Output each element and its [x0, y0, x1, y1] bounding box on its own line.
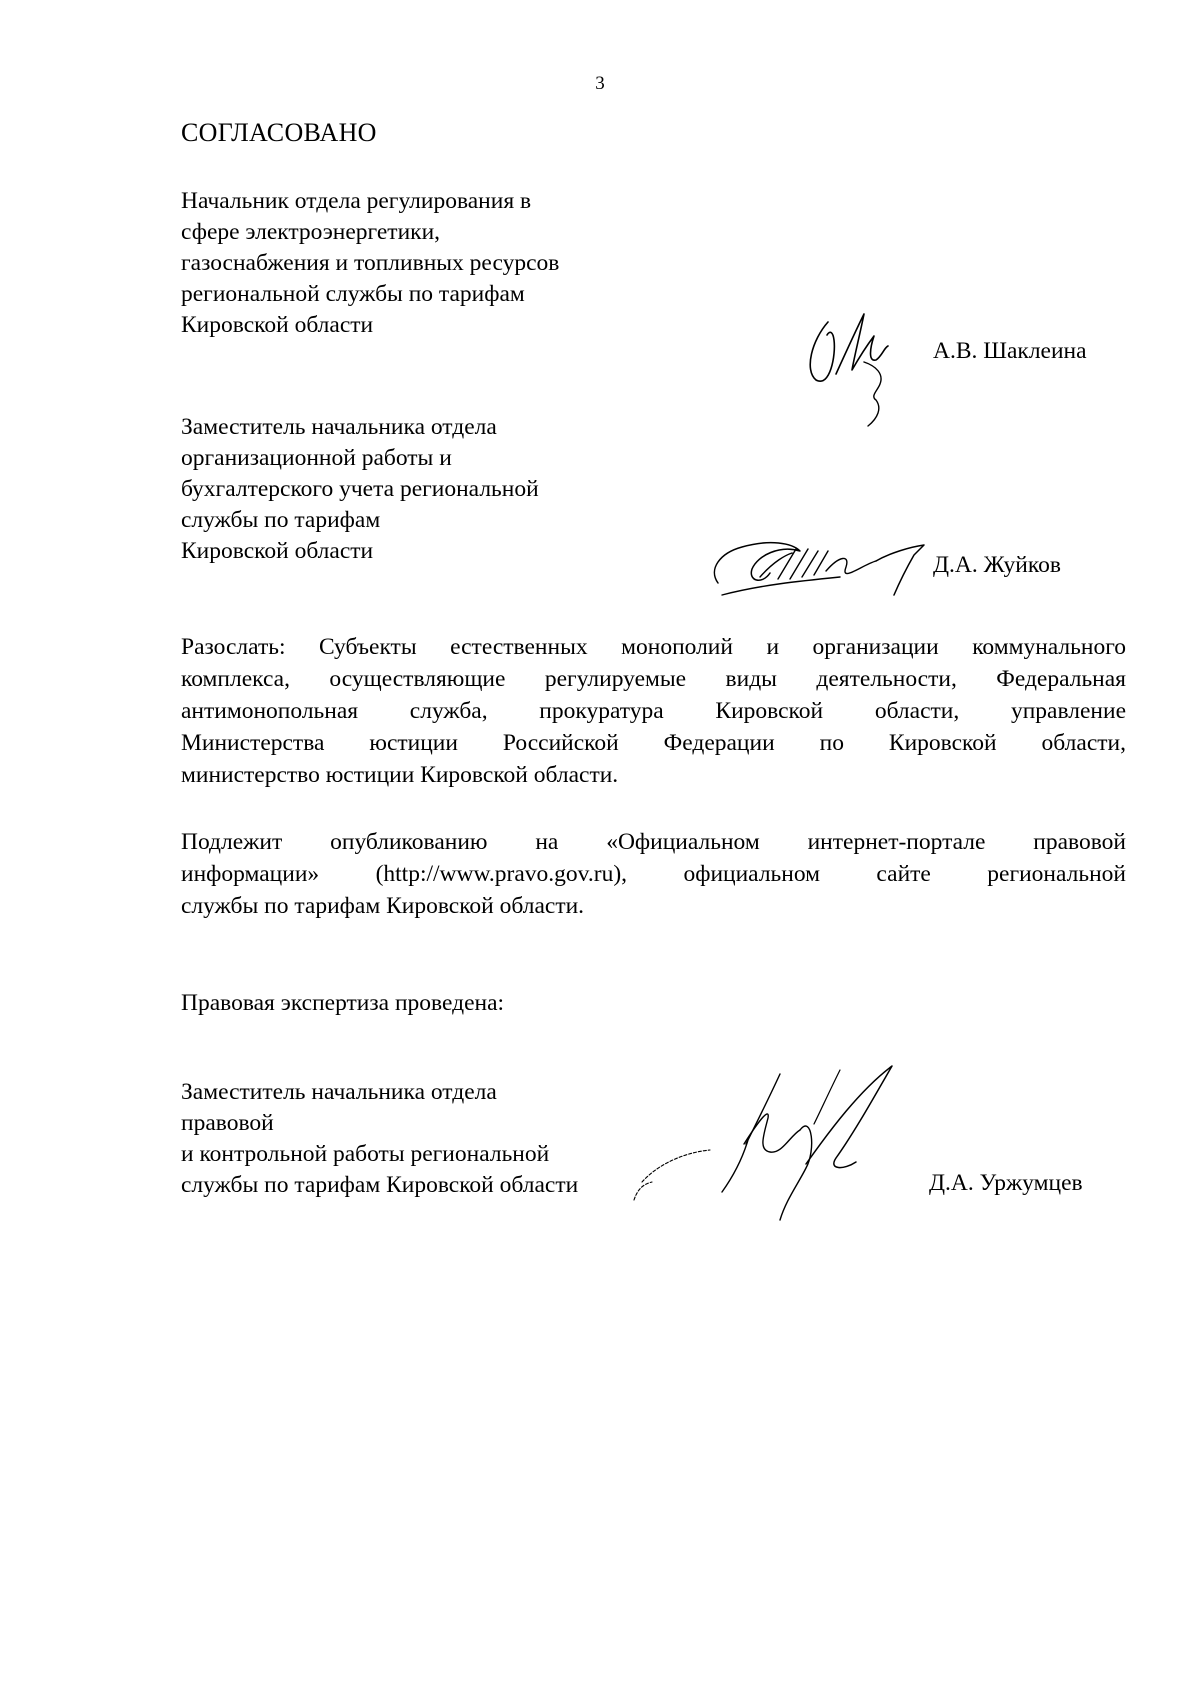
- legal-reviewer-position-line: Заместитель начальника отдела: [181, 1079, 497, 1105]
- approver-1-position-line: Начальник отдела регулирования в: [181, 188, 532, 214]
- legal-reviewer-position-line: и контрольной работы региональной: [181, 1141, 550, 1167]
- legal-reviewer-position-line: правовой: [181, 1110, 274, 1136]
- distribution-line: антимонопольная служба, прокуратура Кировской области, управление: [181, 698, 1126, 724]
- approver-1-position-line: газоснабжения и топливных ресурсов: [181, 250, 560, 276]
- distribution-line: Министерства юстиции Российской Федерации по Кировской области,: [181, 730, 1126, 756]
- distribution-list: [181, 631, 1126, 791]
- distribution-line: Разослать: Субъекты естественных монополий и организации коммунального: [181, 634, 1126, 660]
- approver-2-position: [181, 412, 539, 567]
- signature-shakleina: [800, 300, 910, 440]
- signature-zhuykov: [700, 525, 940, 605]
- legal-reviewer-position-line: службы по тарифам Кировской области: [181, 1172, 579, 1198]
- legal-review-note: Правовая экспертиза проведена:: [181, 990, 505, 1016]
- approver-1-signer: А.В. Шаклеина: [933, 338, 1087, 364]
- approver-1-position: [181, 186, 559, 341]
- page-number: 3: [595, 73, 605, 94]
- distribution-line: министерство юстиции Кировской области.: [181, 762, 619, 788]
- approver-2-position-line: организационной работы и: [181, 445, 452, 471]
- approval-heading: СОГЛАСОВАНО: [181, 118, 377, 147]
- approver-1-position-line: региональной службы по тарифам: [181, 281, 525, 307]
- publication-line: информации» (http://www.pravo.gov.ru), официальном сайте региональной: [181, 861, 1126, 887]
- signature-urzhumtsev: [630, 1060, 920, 1230]
- distribution-line: комплекса, осуществляющие регулируемые виды деятельности, Федеральная: [181, 666, 1126, 692]
- approver-2-position-line: Кировской области: [181, 538, 374, 564]
- legal-reviewer-position: [181, 1077, 578, 1201]
- approver-2-position-line: службы по тарифам: [181, 507, 381, 533]
- approver-1-position-line: Кировской области: [181, 312, 374, 338]
- publication-line: Подлежит опубликованию на «Официальном интернет-портале правовой: [181, 829, 1126, 855]
- approver-1-position-line: сфере электроэнергетики,: [181, 219, 441, 245]
- approver-2-position-line: бухгалтерского учета региональной: [181, 476, 539, 502]
- publication-line: службы по тарифам Кировской области.: [181, 893, 585, 919]
- publication-note: [181, 826, 1126, 922]
- legal-reviewer-signer: Д.А. Уржумцев: [929, 1170, 1083, 1196]
- approver-2-position-line: Заместитель начальника отдела: [181, 414, 497, 440]
- approver-2-signer: Д.А. Жуйков: [933, 552, 1061, 578]
